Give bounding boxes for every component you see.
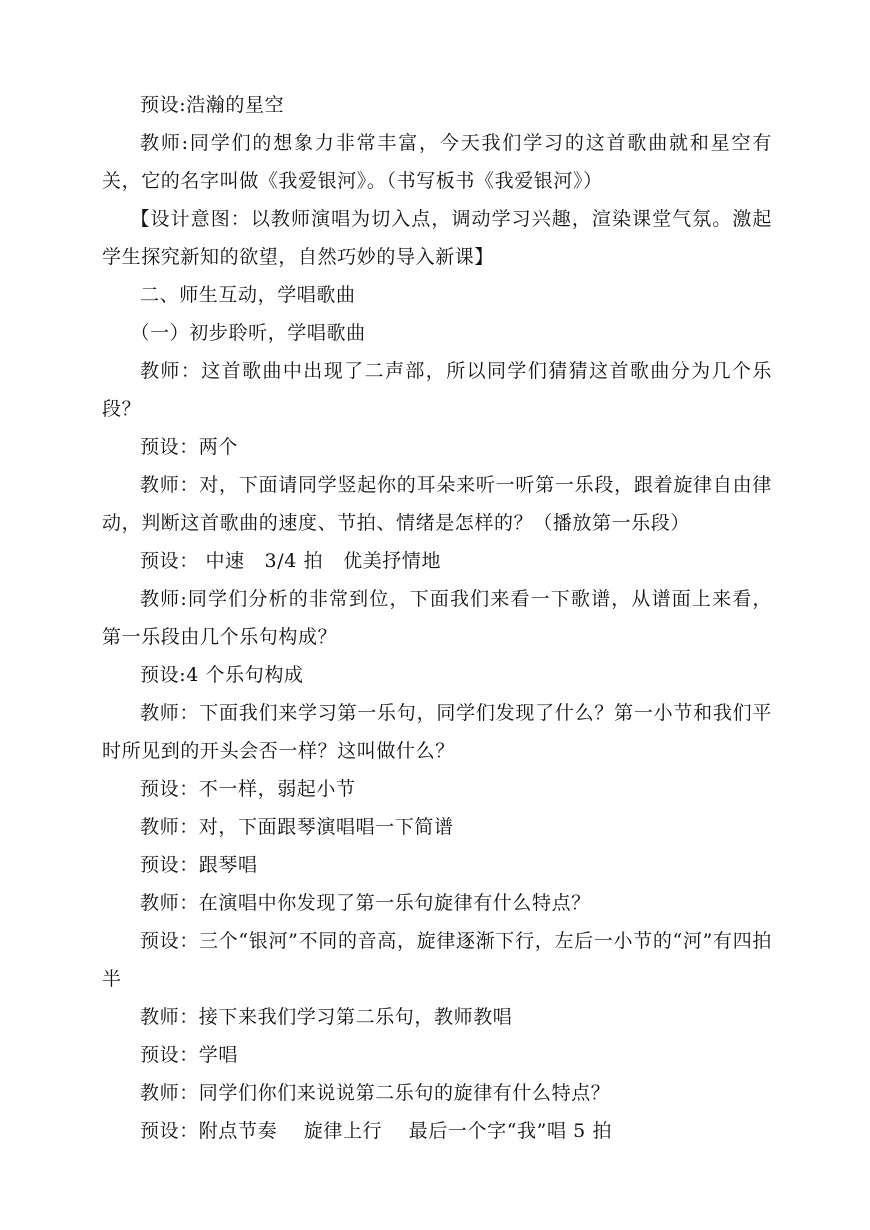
paragraph: 预设:浩瀚的星空	[140, 94, 285, 116]
paragraph: 教师：对，下面请同学竖起你的耳朵来听一听第一乐段，跟着旋律自由律动，判断这首歌曲的速度、节拍、情绪是怎样的？（播放第一乐段）	[102, 474, 772, 534]
paragraph: 教师：对，下面跟琴演唱唱一下简谱	[140, 816, 454, 838]
paragraph: 预设： 中速 3/4 拍 优美抒情地	[140, 550, 442, 572]
paragraph: 教师：接下来我们学习第二乐句，教师教唱	[140, 1006, 513, 1028]
section-heading: 二、师生互动，学唱歌曲	[140, 284, 356, 306]
paragraph: 教师：这首歌曲中出现了二声部，所以同学们猜猜这首歌曲分为几个乐段？	[102, 360, 772, 420]
paragraph: 预设：学唱	[140, 1044, 239, 1066]
paragraph: 教师:同学们的想象力非常丰富，今天我们学习的这首歌曲就和星空有关，它的名字叫做《我爱银河》。（书写板书《我爱银河》）	[102, 132, 772, 192]
paragraph: 教师：下面我们来学习第一乐句，同学们发现了什么？第一小节和我们平时所见到的开头会否一样？这叫做什么？	[102, 702, 772, 762]
paragraph: 预设:4 个乐句构成	[140, 664, 304, 686]
paragraph: 预设：不一样，弱起小节	[140, 778, 356, 800]
paragraph: 预设：两个	[140, 436, 239, 458]
paragraph: 教师：在演唱中你发现了第一乐句旋律有什么特点？	[140, 892, 591, 914]
paragraph: 预设：跟琴唱	[140, 854, 258, 876]
paragraph: 教师:同学们分析的非常到位，下面我们来看一下歌谱，从谱面上来看，第一乐段由几个乐句构成？	[102, 588, 772, 648]
document-body	[102, 86, 772, 1150]
paragraph: 预设：三个“银河”不同的音高，旋律逐渐下行，左后一小节的“河”有四拍半	[102, 930, 772, 990]
design-intent-note: 【设计意图：以教师演唱为切入点，调动学习兴趣，渲染课堂气氛。激起学生探究新知的欲望，自然巧妙的导入新课】	[102, 208, 772, 268]
subsection-heading: （一）初步聆听，学唱歌曲	[130, 322, 366, 344]
paragraph: 教师：同学们你们来说说第二乐句的旋律有什么特点？	[140, 1082, 611, 1104]
paragraph: 预设：附点节奏 旋律上行 最后一个字“我”唱 5 拍	[140, 1120, 613, 1142]
